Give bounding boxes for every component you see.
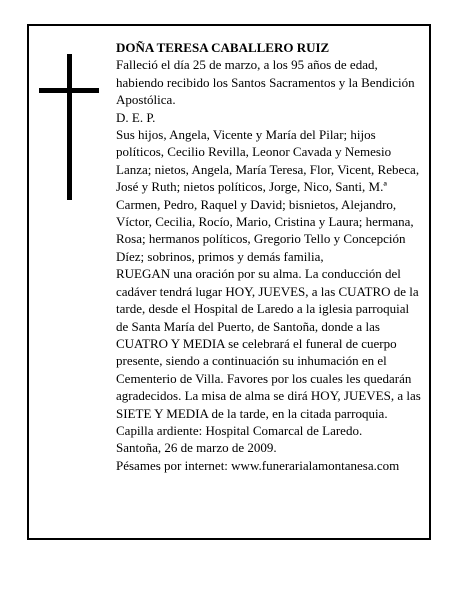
condolences-line: Pésames por internet: www.funerarialamontanesa.com bbox=[116, 457, 400, 473]
death-info: Falleció el día 25 de marzo, a los 95 años de edad, habiendo recibido los Santos Sacramentos y la Bendición Apostólica. bbox=[116, 57, 415, 108]
rip-line: D. E. P. bbox=[116, 109, 156, 125]
deceased-name: DOÑA TERESA CABALLERO RUIZ bbox=[116, 40, 330, 55]
family-list: Sus hijos, Angela, Vicente y María del Pilar; hijos políticos, Cecilio Revilla, Leonor Cavada y Nemesio Lanza; nietos, Angela, María Teresa, Flor, Vicent, Rebeca, José y Ruth; nietos políticos, Jorge, Nico, Santi, M.ª Carmen, Pedro, Raquel y David; bisnietos, Alejandro, Víctor, Cecilia, Rocío, Mario, Cristina y Laura; hermana, Rosa; hermanos políticos, Gregorio Tello y Concepción Díez; sobrinos, primos y demás familia, bbox=[116, 127, 420, 264]
obituary-frame bbox=[27, 24, 431, 540]
obituary-text bbox=[116, 39, 421, 474]
cross-horizontal-bar bbox=[39, 88, 99, 93]
prayer-request: RUEGAN una oración por su alma. La conducción del cadáver tendrá lugar HOY, JUEVES, a las CUATRO de la tarde, desde el Hospital de Laredo a la iglesia parroquial de Santa María del Puerto, de Santoña, donde a las CUATRO Y MEDIA se celebrará el funeral de cuerpo presente, siendo a continuación su inhumación en el Cementerio de Villa. Favores por los cuales les quedarán agradecidos. La misa de alma se dirá HOY, JUEVES, a las SIETE Y MEDIA de la tarde, en la citada parroquia. Capilla ardiente: Hospital Comarcal de Laredo. bbox=[116, 266, 421, 438]
cross-vertical-bar bbox=[67, 54, 72, 200]
place-date: Santoña, 26 de marzo de 2009. bbox=[116, 440, 277, 456]
